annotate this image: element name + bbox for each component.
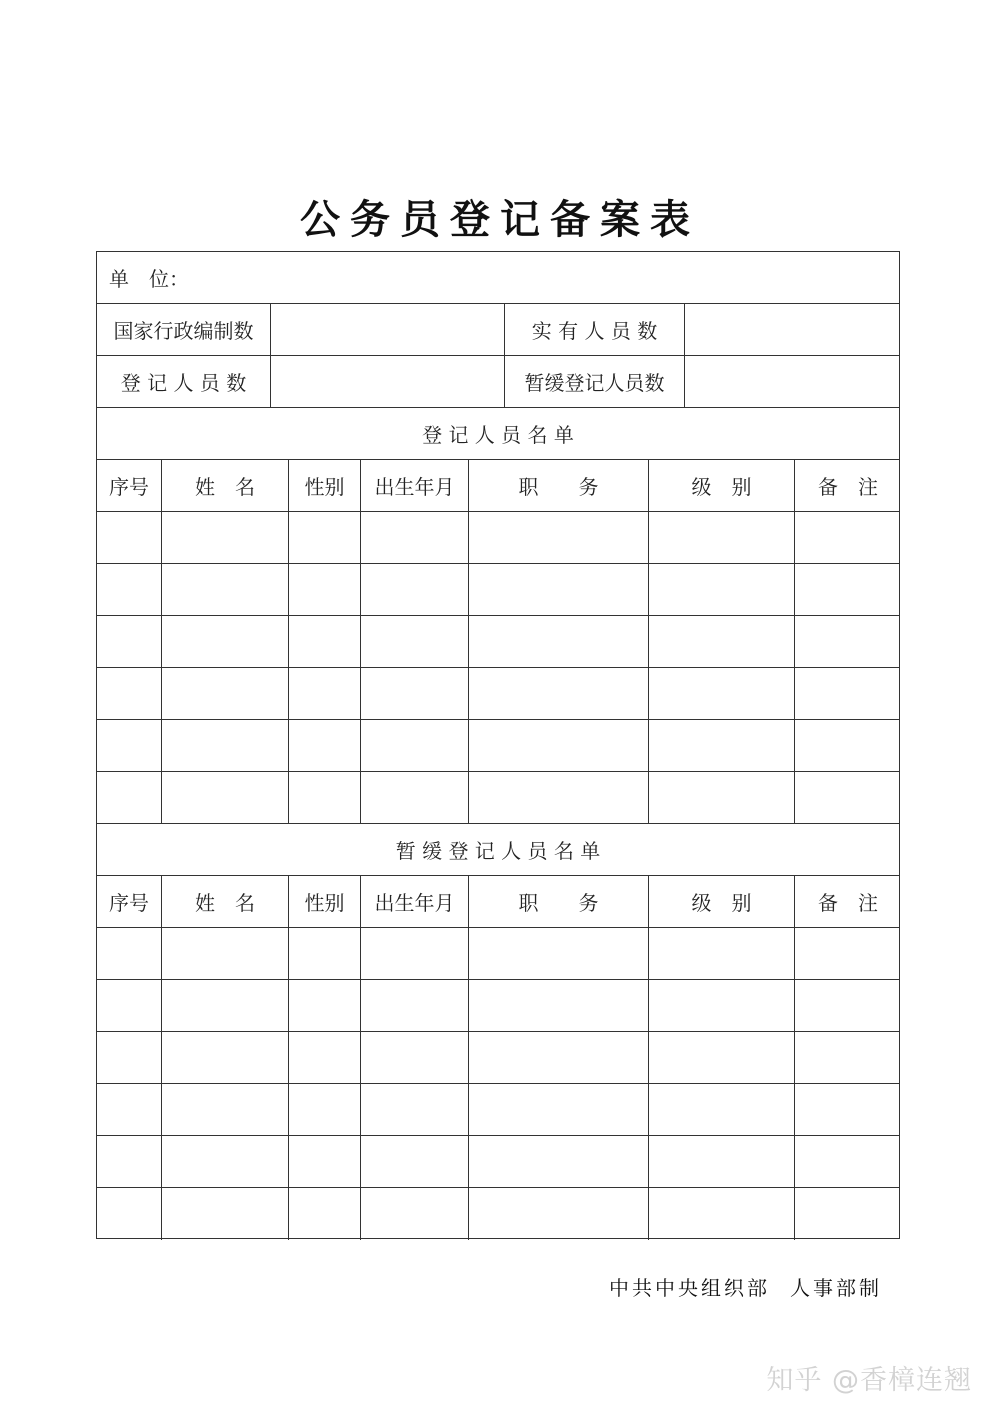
cell-post[interactable] (468, 512, 648, 563)
cell-post[interactable] (468, 564, 648, 615)
cell-remark[interactable] (794, 1084, 901, 1135)
cell-grade[interactable] (648, 928, 794, 979)
cell-birth[interactable] (360, 1032, 468, 1083)
section-2-title-row (97, 824, 899, 876)
cell-post[interactable] (468, 1084, 648, 1135)
cell-remark[interactable] (794, 616, 901, 667)
cell-seq[interactable] (97, 512, 161, 563)
cell-sex[interactable] (288, 772, 360, 823)
column-header-post: 职 务 (468, 460, 648, 511)
cell-sex[interactable] (288, 668, 360, 719)
table-row (97, 668, 899, 720)
cell-seq[interactable] (97, 772, 161, 823)
section-1-title-row (97, 408, 899, 460)
cell-name[interactable] (161, 772, 288, 823)
registered-count-field[interactable] (270, 356, 504, 407)
cell-post[interactable] (468, 980, 648, 1031)
cell-sex[interactable] (288, 512, 360, 563)
cell-remark[interactable] (794, 928, 901, 979)
cell-seq[interactable] (97, 928, 161, 979)
column-header-seq: 序号 (109, 475, 149, 499)
cell-birth[interactable] (360, 668, 468, 719)
cell-grade[interactable] (648, 1084, 794, 1135)
cell-sex[interactable] (288, 1084, 360, 1135)
deferred-count-field[interactable] (684, 356, 901, 407)
section2-header-row (97, 876, 899, 928)
cell-remark[interactable] (794, 564, 901, 615)
cell-grade[interactable] (648, 1032, 794, 1083)
cell-seq[interactable] (97, 1032, 161, 1083)
column-header-name: 姓 名 (161, 460, 288, 511)
cell-name[interactable] (161, 616, 288, 667)
table-row (97, 564, 899, 616)
column-header-remark: 备 注 (794, 876, 901, 927)
cell-seq[interactable] (97, 720, 161, 771)
cell-name[interactable] (161, 1188, 288, 1240)
cell-post[interactable] (468, 1188, 648, 1240)
registered-count-label: 登 记 人 员 数 (120, 371, 247, 395)
cell-grade[interactable] (648, 668, 794, 719)
cell-birth[interactable] (360, 1188, 468, 1240)
cell-remark[interactable] (794, 772, 901, 823)
cell-name[interactable] (161, 512, 288, 563)
cell-grade[interactable] (648, 616, 794, 667)
cell-name[interactable] (161, 720, 288, 771)
cell-grade[interactable] (648, 720, 794, 771)
cell-name[interactable] (161, 1136, 288, 1187)
cell-birth[interactable] (360, 1084, 468, 1135)
column-header-grade: 级 别 (648, 876, 794, 927)
cell-sex[interactable] (288, 1032, 360, 1083)
issuer-org-2: 人事部制 (790, 1276, 882, 1300)
cell-post[interactable] (468, 668, 648, 719)
cell-remark[interactable] (794, 1136, 901, 1187)
cell-grade[interactable] (648, 772, 794, 823)
cell-birth[interactable] (360, 616, 468, 667)
table-row (97, 1136, 899, 1188)
summary-row-2 (97, 356, 899, 408)
table-row (97, 1032, 899, 1084)
table-row (97, 772, 899, 824)
cell-remark[interactable] (794, 512, 901, 563)
cell-remark[interactable] (794, 1032, 901, 1083)
cell-seq[interactable] (97, 1136, 161, 1187)
cell-birth[interactable] (360, 564, 468, 615)
cell-seq[interactable] (97, 1188, 161, 1240)
cell-birth[interactable] (360, 772, 468, 823)
cell-remark[interactable] (794, 720, 901, 771)
actual-staff-label: 实 有 人 员 数 (504, 304, 684, 355)
cell-grade[interactable] (648, 564, 794, 615)
cell-sex[interactable] (288, 928, 360, 979)
cell-post[interactable] (468, 1032, 648, 1083)
cell-remark[interactable] (794, 668, 901, 719)
deferred-count-label: 暂缓登记人员数 (504, 356, 684, 407)
cell-birth[interactable] (360, 512, 468, 563)
section-2-title: 暂 缓 登 记 人 员 名 单 (395, 839, 601, 863)
section-1-title: 登 记 人 员 名 单 (422, 423, 574, 447)
issuer-footer (609, 1272, 882, 1301)
table-row (97, 616, 899, 668)
actual-staff-field[interactable] (684, 304, 901, 355)
column-header-name: 姓 名 (161, 876, 288, 927)
cell-seq[interactable] (97, 668, 161, 719)
column-header-remark: 备 注 (794, 460, 901, 511)
cell-sex[interactable] (288, 564, 360, 615)
column-header-birth: 出生年月 (360, 876, 468, 927)
cell-post[interactable] (468, 720, 648, 771)
cell-remark[interactable] (794, 980, 901, 1031)
cell-seq[interactable] (97, 1084, 161, 1135)
admin-quota-field[interactable] (270, 304, 504, 355)
table-row (97, 512, 899, 564)
form-title: 公务员登记备案表 (300, 196, 700, 243)
registration-form-table (96, 251, 900, 1239)
admin-quota-label: 国家行政编制数 (113, 319, 254, 343)
cell-post[interactable] (468, 1136, 648, 1187)
cell-remark[interactable] (794, 1188, 901, 1240)
cell-post[interactable] (468, 616, 648, 667)
table-row (97, 1084, 899, 1136)
cell-birth[interactable] (360, 980, 468, 1031)
cell-seq[interactable] (97, 616, 161, 667)
column-header-grade: 级 别 (648, 460, 794, 511)
table-row (97, 720, 899, 772)
cell-grade[interactable] (648, 1188, 794, 1240)
table-row (97, 1188, 899, 1240)
cell-seq[interactable] (97, 564, 161, 615)
unit-label: 单 位： (109, 267, 189, 291)
cell-sex[interactable] (288, 616, 360, 667)
cell-birth[interactable] (360, 1136, 468, 1187)
cell-grade[interactable] (648, 1136, 794, 1187)
cell-name[interactable] (161, 564, 288, 615)
issuer-org-1: 中共中央组织部 (609, 1276, 770, 1300)
column-header-birth: 出生年月 (360, 460, 468, 511)
cell-name[interactable] (161, 1032, 288, 1083)
cell-name[interactable] (161, 928, 288, 979)
cell-name[interactable] (161, 980, 288, 1031)
cell-birth[interactable] (360, 928, 468, 979)
column-header-post: 职 务 (468, 876, 648, 927)
cell-sex[interactable] (288, 980, 360, 1031)
unit-row (97, 252, 899, 304)
cell-post[interactable] (468, 928, 648, 979)
cell-sex[interactable] (288, 1136, 360, 1187)
column-header-sex: 性别 (288, 460, 360, 511)
section1-header-row (97, 460, 899, 512)
cell-name[interactable] (161, 1084, 288, 1135)
table-row (97, 980, 899, 1032)
cell-sex[interactable] (288, 720, 360, 771)
table-row (97, 928, 899, 980)
column-header-seq: 序号 (109, 891, 149, 915)
zhihu-watermark: 知乎 @香樟连翘 (766, 1365, 972, 1396)
cell-name[interactable] (161, 668, 288, 719)
cell-seq[interactable] (97, 980, 161, 1031)
cell-grade[interactable] (648, 980, 794, 1031)
summary-row-1 (97, 304, 899, 356)
cell-sex[interactable] (288, 1188, 360, 1240)
cell-birth[interactable] (360, 720, 468, 771)
cell-grade[interactable] (648, 512, 794, 563)
cell-post[interactable] (468, 772, 648, 823)
column-header-sex: 性别 (288, 876, 360, 927)
